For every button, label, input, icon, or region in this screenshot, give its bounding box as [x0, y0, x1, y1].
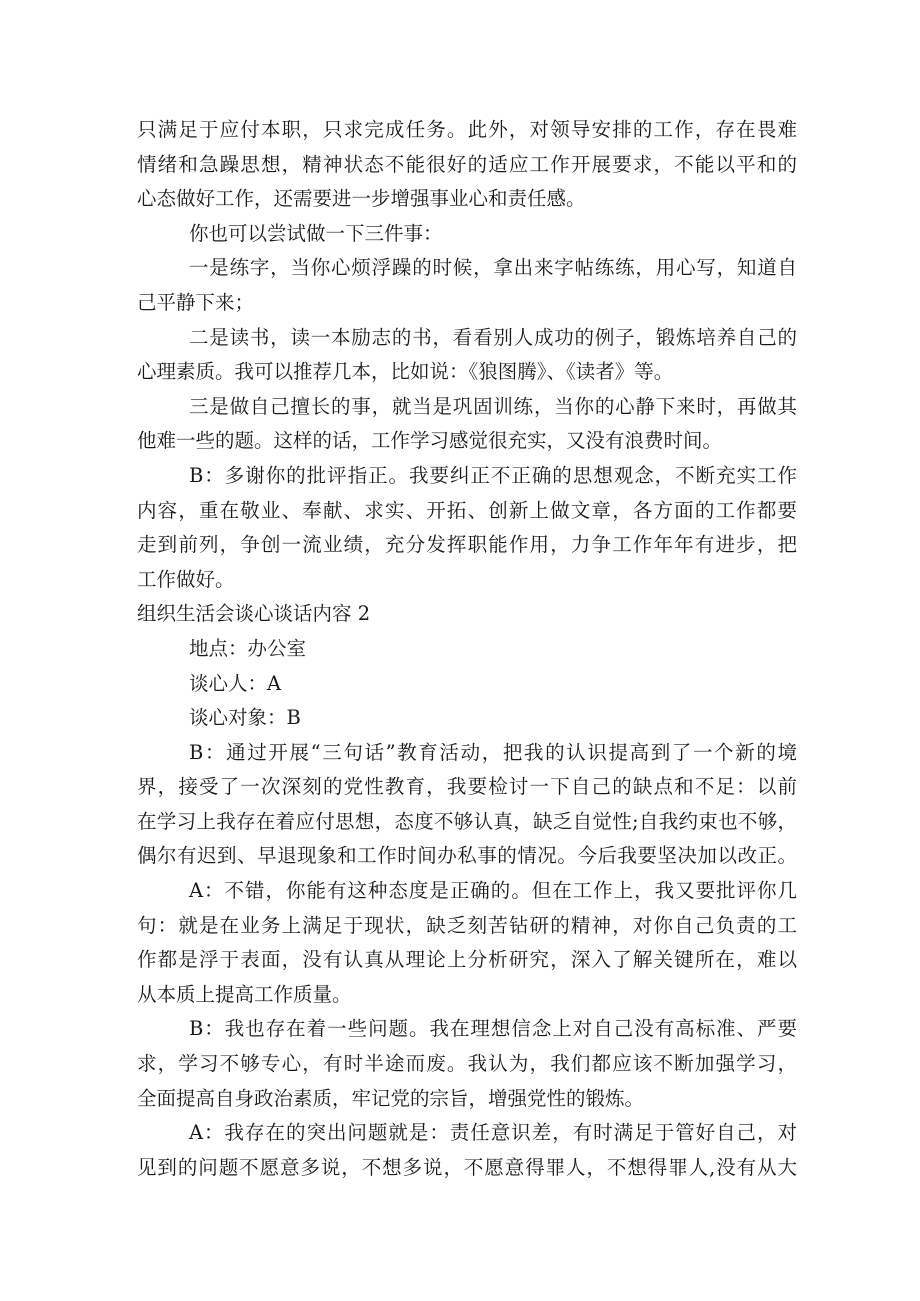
- document-body: [137, 113, 797, 1185]
- paragraph-line: 地点：办公室: [189, 636, 307, 660]
- paragraph-line: 走到前列，争创一流业绩，充分发挥职能作用，力争工作年年有进步，把: [137, 533, 797, 557]
- paragraph-line: B：多谢你的批评指正。我要纠正不正确的思想观念，不断充实工作: [189, 463, 797, 487]
- paragraph-line: 只满足于应付本职，只求完成任务。此外，对领导安排的工作，存在畏难: [137, 118, 797, 141]
- paragraph-line: 从本质上提高工作质量。: [137, 982, 352, 1006]
- paragraph-line: 作都是浮于表面，没有认真从理论上分析研究，深入了解关键所在，难以: [137, 948, 797, 972]
- paragraph-line: B：我也存在着一些问题。我在理想信念上对自己没有高标准、严要: [189, 1017, 797, 1041]
- paragraph-line: 偶尔有迟到、早退现象和工作时间办私事的情况。今后我要坚决加以改正。: [137, 844, 797, 868]
- paragraph-line: 内容，重在敬业、奉献、求实、开拓、创新上做文章，各方面的工作都要: [137, 498, 797, 522]
- paragraph-line: 情绪和急躁思想，精神状态不能很好的适应工作开展要求，不能以平和的: [137, 152, 797, 176]
- paragraph-line: B：通过开展“三句话”教育活动，把我的认识提高到了一个新的境: [189, 740, 797, 764]
- paragraph-line: 三是做自己擅长的事，就当是巩固训练，当你的心静下来时，再做其: [189, 394, 797, 418]
- paragraph-line: 你也可以尝试做一下三件事：: [189, 221, 443, 245]
- paragraph-line: A：不错，你能有这种态度是正确的。但在工作上，我又要批评你几: [189, 879, 797, 903]
- paragraph-line: 见到的问题不愿意多说，不想多说，不愿意得罪人，不想得罪人,没有从大: [137, 1155, 797, 1179]
- paragraph-line: 心理素质。我可以推荐几本，比如说：《狼图腾》、《读者》等。: [137, 360, 674, 384]
- section-heading: 组织生活会谈心谈话内容 2: [137, 602, 371, 626]
- paragraph-line: 全面提高自身政治素质，牢记党的宗旨，增强党性的锻炼。: [137, 1086, 645, 1110]
- paragraph-line: 句：就是在业务上满足于现状，缺乏刻苦钻研的精神，对你自己负责的工: [137, 913, 797, 937]
- paragraph-line: 他难一些的题。这样的话，工作学习感觉很充实，又没有浪费时间。: [137, 429, 723, 453]
- paragraph-line: 一是练字，当你心烦浮躁的时候，拿出来字帖练练，用心写，知道自: [189, 256, 797, 280]
- paragraph-line: 谈心对象：B: [189, 706, 301, 730]
- paragraph-line: 二是读书，读一本励志的书，看看别人成功的例子，锻炼培养自己的: [189, 325, 797, 349]
- paragraph-line: 界，接受了一次深刻的党性教育，我要检讨一下自己的缺点和不足：以前: [137, 775, 797, 799]
- paragraph-line: 工作做好。: [137, 567, 235, 591]
- paragraph-line: 心态做好工作，还需要进一步增强事业心和责任感。: [137, 187, 586, 211]
- paragraph-line: 谈心人：A: [189, 671, 282, 695]
- paragraph-line: 求，学习不够专心，有时半途而废。我认为，我们都应该不断加强学习，: [137, 1052, 797, 1076]
- paragraph-line: 己平静下来；: [137, 290, 255, 314]
- paragraph-line: 在学习上我存在着应付思想，态度不够认真，缺乏自觉性;自我约束也不够，: [137, 809, 797, 833]
- paragraph-line: A：我存在的突出问题就是：责任意识差，有时满足于管好自己，对: [189, 1121, 797, 1145]
